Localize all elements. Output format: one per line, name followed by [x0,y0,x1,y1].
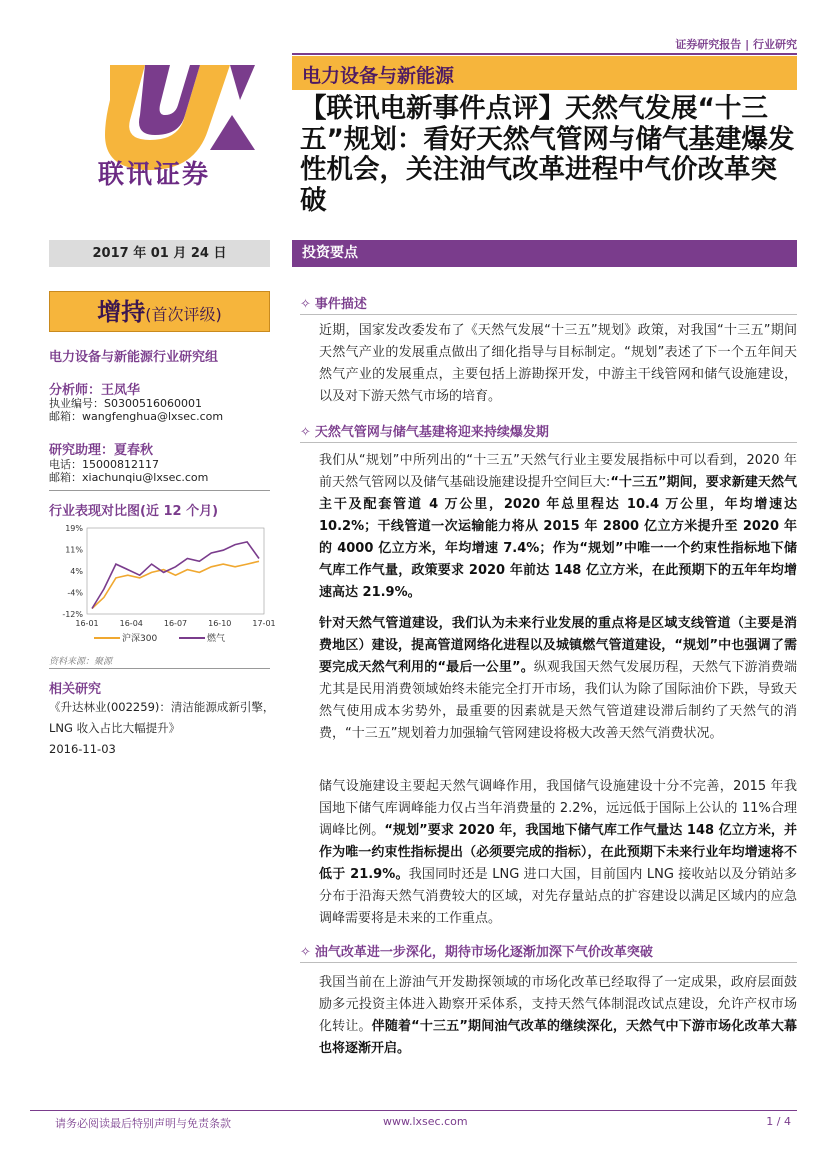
rating-value: 增持 [97,298,146,326]
x-tick-label: 16-01 [75,619,99,628]
sidebar-divider-2 [49,668,270,669]
brand-name: 联讯证券 [98,160,211,190]
page-number: 1 / 4 [766,1115,791,1128]
diamond-bullet-icon: ✧ [300,297,311,312]
related-title: 相关研究 [49,682,102,697]
text-span: 我国当前在上游油气开发勘探领域的市场化改革已经取得了一定成果，政府层面鼓励多元投资主体进入勘察开采体系，支持天然气体制混改试点建设，允许产权市场化转让。 [319,975,797,1034]
paragraph [319,450,797,604]
y-tick-label: 4% [70,567,83,576]
section-rule [300,314,797,315]
diamond-bullet-icon: ✧ [300,945,311,960]
footer-website[interactable]: www.lxsec.com [383,1115,468,1128]
assistant-email[interactable]: 邮箱：xiachunqiu@lxsec.com [49,471,209,484]
text-span: 储气设施建设主要起天然气调峰作用，我国储气设施建设十分不完善，2015 年我国地下储气库调峰能力仅占当年消费量的 2.2%，远远低于国际上公认的 11%合理调峰比例。 [319,779,797,838]
paragraph [319,776,797,930]
bold-span: 针对天然气管道建设，我们认为未来行业发展的重点将是区域支线管道（主要是消费地区）建设，提高管道网络化进程以及城镇燃气管道建设，“规划”中也强调了需要完成天然气利用的“最后一公里”。 [319,616,797,675]
report-date: 2017 年 01 月 24 日 [49,240,270,267]
x-tick-label: 17-01 [252,619,276,628]
chart-title: 行业表现对比图(近 12 个月) [49,504,219,519]
rating-note: (首次评级) [145,305,222,324]
footer-disclaimer[interactable]: 请务必阅读最后特别声明与免责条款 [55,1117,231,1130]
section-heading-text: 油气改革进一步深化，期待市场化逐渐加深下气价改革突破 [314,945,653,960]
legend-label: 燃气 [207,634,226,644]
section-banner: 投资要点 [292,240,797,267]
y-tick-label: 11% [65,545,83,555]
legend-label: 沪深300 [122,634,158,644]
y-tick-label: -4% [67,588,83,598]
report-type-tag: 证券研究报告 | 行业研究 [675,38,797,51]
report-title: 【联讯电新事件点评】天然气发展“十三五”规划：看好天然气管网与储气基建爆发性机会，关注油气改革进程中气价改革突破 [300,93,795,216]
series-line-0 [92,561,259,608]
sidebar-divider [49,490,270,491]
section-heading-1 [300,293,367,312]
plot-frame [87,528,264,614]
sector-label: 电力设备与新能源 [302,65,455,87]
analyst-cert: 执业编号：S0300516060001 [49,397,202,410]
assistant-name: 研究助理：夏春秋 [49,443,154,458]
section-heading-text: 天然气管网与储气基建将迎来持续爆发期 [314,425,549,440]
paragraph [319,613,797,745]
performance-chart [49,520,277,650]
related-item-date: 2016-11-03 [49,742,116,756]
section-heading-3 [300,941,653,960]
related-research [49,697,284,760]
paragraph [319,972,797,1060]
section-heading-text: 事件描述 [314,297,367,312]
paragraph: 近期，国家发改委发布了《天然气发展“十三五”规划》政策，对我国“十三五”期间天然气产业的发展重点做出了细化指导与目标制定。“规划”表述了下一个五年间天然气产业的发展重点，主要包括上游勘探开发，中游主干线管网和储气设施建设，以及对下游天然气市场的培育。 [319,323,797,404]
analyst-name: 分析师：王凤华 [49,383,141,398]
rating-badge [49,291,270,332]
sector-banner [292,56,797,90]
text-span: 我国同时还是 LNG 进口大国，目前国内 LNG 接收站以及分销站多分布于沿海天然气消费较大的区域，对先存量站点的扩容建设以满足区域内的应急调峰需要将是未来的工作重点。 [319,867,797,926]
y-tick-label: -12% [62,610,83,619]
diamond-bullet-icon: ✧ [300,425,311,440]
section-rule [300,962,797,963]
section-rule [300,442,797,443]
x-tick-label: 16-10 [208,619,232,628]
x-tick-label: 16-04 [119,619,143,628]
bold-span: 伴随着“十三五”期间油气改革的继续深化，天然气中下游市场化改革大幕也将逐渐开启。 [319,1019,797,1056]
chart-source: 资料来源：聚源 [49,657,113,667]
related-item-line-1[interactable]: 《升达林业(002259)：清洁能源成新引擎， [49,700,275,714]
analyst-email[interactable]: 邮箱：wangfenghua@lxsec.com [49,410,224,423]
section-heading-2 [300,421,549,440]
bold-span: “十三五”期间，要求新建天然气主干及配套管道 4 万公里，2020 年总里程达 10.4 万公里，年均增速达 10.2%；干线管道一次运输能力将从 2015 年 2800 亿立方米提升至 2020 年的 4000 亿立方米，年均增速 7.4%；作为“规划”中唯一一个约束性指标地下储气库工作气量，政策要求 2020 年前达 148 亿立方米，在此预期下的五年年均增速高达 21.9%。 [319,475,797,600]
text-span: 我们从“规划”中所列出的“十三五”天然气行业主要发展指标中可以看到，2020 年前天然气管网以及储气基础设施建设提升空间巨大: [319,453,797,490]
bold-span: “规划”要求 2020 年，我国地下储气库工作气量达 148 亿立方米，并作为唯一约束性指标提出（必须要完成的指标），在此预期下未来行业年均增速将不低于 21.9%。 [319,823,797,882]
footer-rule [30,1110,797,1111]
y-tick-label: 19% [65,524,83,533]
header-rule [292,53,797,55]
related-item-line-2[interactable]: LNG 收入占比大幅提升》 [49,721,181,735]
x-tick-label: 16-07 [163,619,188,628]
text-span: 纵观我国天然气发展历程，天然气下游消费端尤其是民用消费领域始终未能完全打开市场，我们认为除了国际油价下跌，导致天然气使用成本劣势外，最重要的因素就是天然气管道建设滞后制约了天然气的消费，“十三五”规划着力加强输气管网建设将极大改善天然气消费状况。 [319,660,797,741]
assistant-phone: 电话：15000812117 [49,458,159,471]
research-group: 电力设备与新能源行业研究组 [49,350,219,365]
